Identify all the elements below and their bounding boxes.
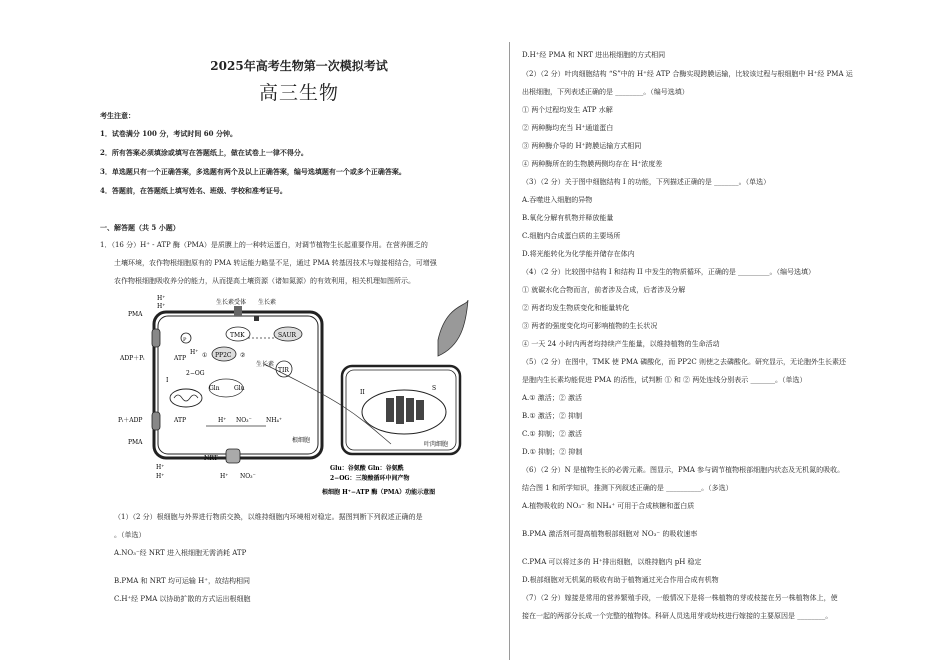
q1-option-a: A.NO₃⁻经 NRT 进入根细胞无需消耗 ATP	[114, 549, 247, 557]
label-glu: Glu	[234, 385, 245, 392]
r-line-16: ③ 两者的强度变化均可影响植物的生长状况	[522, 322, 658, 330]
label-s: S	[432, 385, 437, 392]
r-line-9: A.吞噬进入细胞的异物	[522, 196, 593, 204]
r-line-7: ④ 两种酶所在的生物膜两侧均存在 H⁺浓度差	[522, 160, 663, 168]
label-h4: H⁺	[218, 417, 227, 424]
mitochondrion-shape	[170, 389, 202, 407]
r-line-27: B.PMA 激活剂可提高植物根部细胞对 NO₃⁻ 的吸收速率	[522, 530, 698, 538]
q1-sub1-tail: 。（单选）	[114, 531, 146, 539]
label-receptor: 生长素受体	[216, 299, 247, 306]
pma-function-diagram	[116, 294, 476, 502]
label-nrt: NRT	[204, 455, 218, 462]
auxin-shape	[254, 316, 259, 321]
pma-top-channel	[152, 329, 160, 347]
label-h1: H⁺	[157, 295, 166, 302]
label-pp2c: PP2C	[215, 352, 232, 359]
r-line-29: D.根部细胞对无机氮的吸收有助于植物通过光合作用合成有机物	[522, 576, 719, 584]
r-line-11: C.细胞内合成蛋白质的主要场所	[522, 232, 621, 240]
label-no3: NO₃⁻	[236, 417, 252, 424]
label-leaf-cell: 叶肉细胞	[424, 441, 449, 448]
r-line-4: ① 两个过程均发生 ATP 水解	[522, 106, 613, 114]
label-saur: SAUR	[278, 332, 297, 339]
r-line-1: D.H⁺经 PMA 和 NRT 进出根细胞的方式相同	[522, 51, 666, 59]
label-h6: H⁺	[156, 473, 165, 480]
auxin-receptor-shape	[234, 306, 242, 316]
notice-3: 3．单选题只有一个正确答案，多选题有两个及以上正确答案，编号选填题有一个或多个正确答案。	[100, 167, 406, 176]
label-atp2: ATP	[174, 417, 187, 424]
nrt-channel	[226, 449, 240, 463]
label-legend2: 2−OG：三羧酸循环中间产物	[330, 475, 410, 482]
r-line-12: D.将光能转化为化学能并储存在体内	[522, 250, 635, 258]
label-h7: H⁺	[220, 473, 229, 480]
r-line-15: ② 两者均发生物质变化和能量转化	[522, 304, 630, 312]
r-line-5: ② 两种酶均充当 H⁺通道蛋白	[522, 124, 614, 132]
label-c1: ①	[202, 352, 208, 359]
r-line-8: （3）（2 分）关于图中细胞结构 I 的功能，下列描述正确的是 _______。（单选）	[522, 178, 771, 186]
r-line-31: 接在一起的两部分长成一个完整的植物体。科研人员选用芽或幼枝进行嫁接的主要原因是 ________。	[522, 612, 833, 620]
label-auxin2: 生长素	[256, 361, 275, 368]
label-legend1: Glu：谷氨酸 Gln：谷氨酰	[330, 465, 404, 472]
q1-line-2: 土壤环境，农作物根细胞原有的 PMA 转运能力略显不足，通过 PMA 转基因技术与嫁接相结合，可增强	[114, 259, 437, 267]
notice-4: 4．答题前，在答题纸上填写姓名、班级、学校和准考证号。	[100, 186, 287, 195]
r-line-20: A.① 激活；② 激活	[522, 394, 583, 402]
label-adp-pi: ADP＋Pᵢ	[120, 355, 145, 362]
r-line-21: B.① 激活；② 抑制	[522, 412, 583, 420]
pma-bottom-channel	[152, 412, 160, 430]
r-line-22: C.① 抑制；② 激活	[522, 430, 583, 438]
label-nh4: NH₄⁺	[266, 417, 283, 424]
r-line-28: C.PMA 可以将过多的 H⁺排出细胞，以维持胞内 pH 稳定	[522, 558, 702, 566]
label-no3b: NO₃⁻	[240, 473, 256, 480]
r-line-24: （6）（2 分）N 是植物生长的必需元素。图显示，PMA 参与调节植物根部细胞内状态及无机氮的吸收。	[522, 466, 845, 474]
r-line-26: A.植物吸收的 NO₃⁻ 和 NH₄⁺ 可用于合成核糖和蛋白质	[522, 502, 695, 510]
label-pi-adp: Pᵢ＋ADP	[118, 417, 143, 424]
label-root-cell: 根细胞	[292, 437, 311, 444]
r-line-17: ④ 一天 24 小时内两者均持续产生能量，以维持植物的生命活动	[522, 340, 720, 348]
label-p: P	[183, 337, 187, 343]
r-line-19: 是胞内生长素均能促进 PMA 的活性，试判断 ① 和 ② 两处连线分别表示 _______。（单选）	[522, 376, 807, 384]
notice-2: 2．所有答案必须填涂或填写在答题纸上，做在试卷上一律不得分。	[100, 148, 308, 157]
notice-1: 1．试卷满分 100 分，考试时间 60 分钟。	[100, 129, 237, 138]
label-atp1: ATP	[174, 355, 187, 362]
q1-option-b: B.PMA 和 NRT 均可运输 H⁺，故结构相同	[114, 577, 250, 585]
label-h3: H⁺	[190, 349, 199, 356]
label-auxin: 生长素	[258, 299, 277, 306]
notice-heading: 考生注意：	[100, 111, 135, 120]
section-heading: 一、解答题（共 5 小题）	[100, 223, 180, 232]
r-line-13: （4）（2 分）比较图中结构 I 和结构 II 中发生的物质循环，正确的是 _________。（编号选填）	[522, 268, 816, 276]
exam-title: 2025年高考生物第一次模拟考试	[210, 59, 388, 73]
label-tir: TIR	[278, 367, 289, 374]
r-line-30: （7）（2 分）嫁接是常用的营养繁殖手段，一般情况下是将一株植物的芽或枝接在另一株植物体上，使	[522, 594, 838, 602]
r-line-2: （2）（2 分）叶肉细胞结构 “S”中的 H⁺经 ATP 合酶实现跨膜运输，比较该过程与根细胞中 H⁺经 PMA 运	[522, 70, 853, 78]
q1-line-1: 1．（16 分）H⁺ - ATP 酶（PMA）是质膜上的一种转运蛋白，对调节植物生长起重要作用。在营养匮乏的	[100, 241, 428, 249]
q1-line-3: 农作物根细胞吸收养分的能力，从而提高土壤资源（诸如氮源）的有效利用，相关机理如图所示。	[114, 277, 415, 285]
r-line-25: 结合图 1 和所学知识，推测下列叙述正确的是 __________。（多选）	[522, 484, 733, 492]
label-caption: 根细胞 H⁺−ATP 酶（PMA）功能示意图	[322, 489, 436, 496]
r-line-18: （5）（2 分）在图中，TMK 使 PMA 磷酸化，而 PP2C 则使之去磷酸化。研究显示，无论胞外生长素还	[522, 358, 846, 366]
label-roman2: II	[360, 389, 365, 396]
leaf-icon	[438, 300, 468, 356]
column-divider	[509, 42, 510, 660]
r-line-3: 出根细胞，下列表述正确的是 ________。（编号选填）	[522, 88, 689, 96]
exam-subtitle: 高三生物	[258, 82, 339, 104]
label-c2: ②	[240, 352, 246, 359]
r-line-10: B.氧化分解有机物并释放能量	[522, 214, 614, 222]
label-pma-bottom: PMA	[128, 439, 143, 446]
label-roman1: I	[166, 377, 169, 384]
label-h5: H⁺	[156, 464, 165, 471]
label-tmk: TMK	[230, 332, 245, 339]
r-line-14: ① 就碳水化合物而言，前者涉及合成，后者涉及分解	[522, 286, 686, 294]
r-line-23: D.① 抑制；② 抑制	[522, 448, 583, 456]
r-line-6: ③ 两种酶介导的 H⁺跨膜运输方式相同	[522, 142, 642, 150]
q1-sub1: （1）（2 分）根细胞与外界进行物质交换，以维持细胞内环境相对稳定。据图判断下列叙述正确的是	[114, 513, 423, 521]
label-pma-top: PMA	[128, 311, 143, 318]
q1-option-c: C.H⁺经 PMA 以协助扩散的方式运出根细胞	[114, 595, 251, 603]
label-h2: H⁺	[157, 303, 166, 310]
label-gln: Gln	[209, 385, 220, 392]
label-2og: 2−OG	[186, 370, 205, 377]
